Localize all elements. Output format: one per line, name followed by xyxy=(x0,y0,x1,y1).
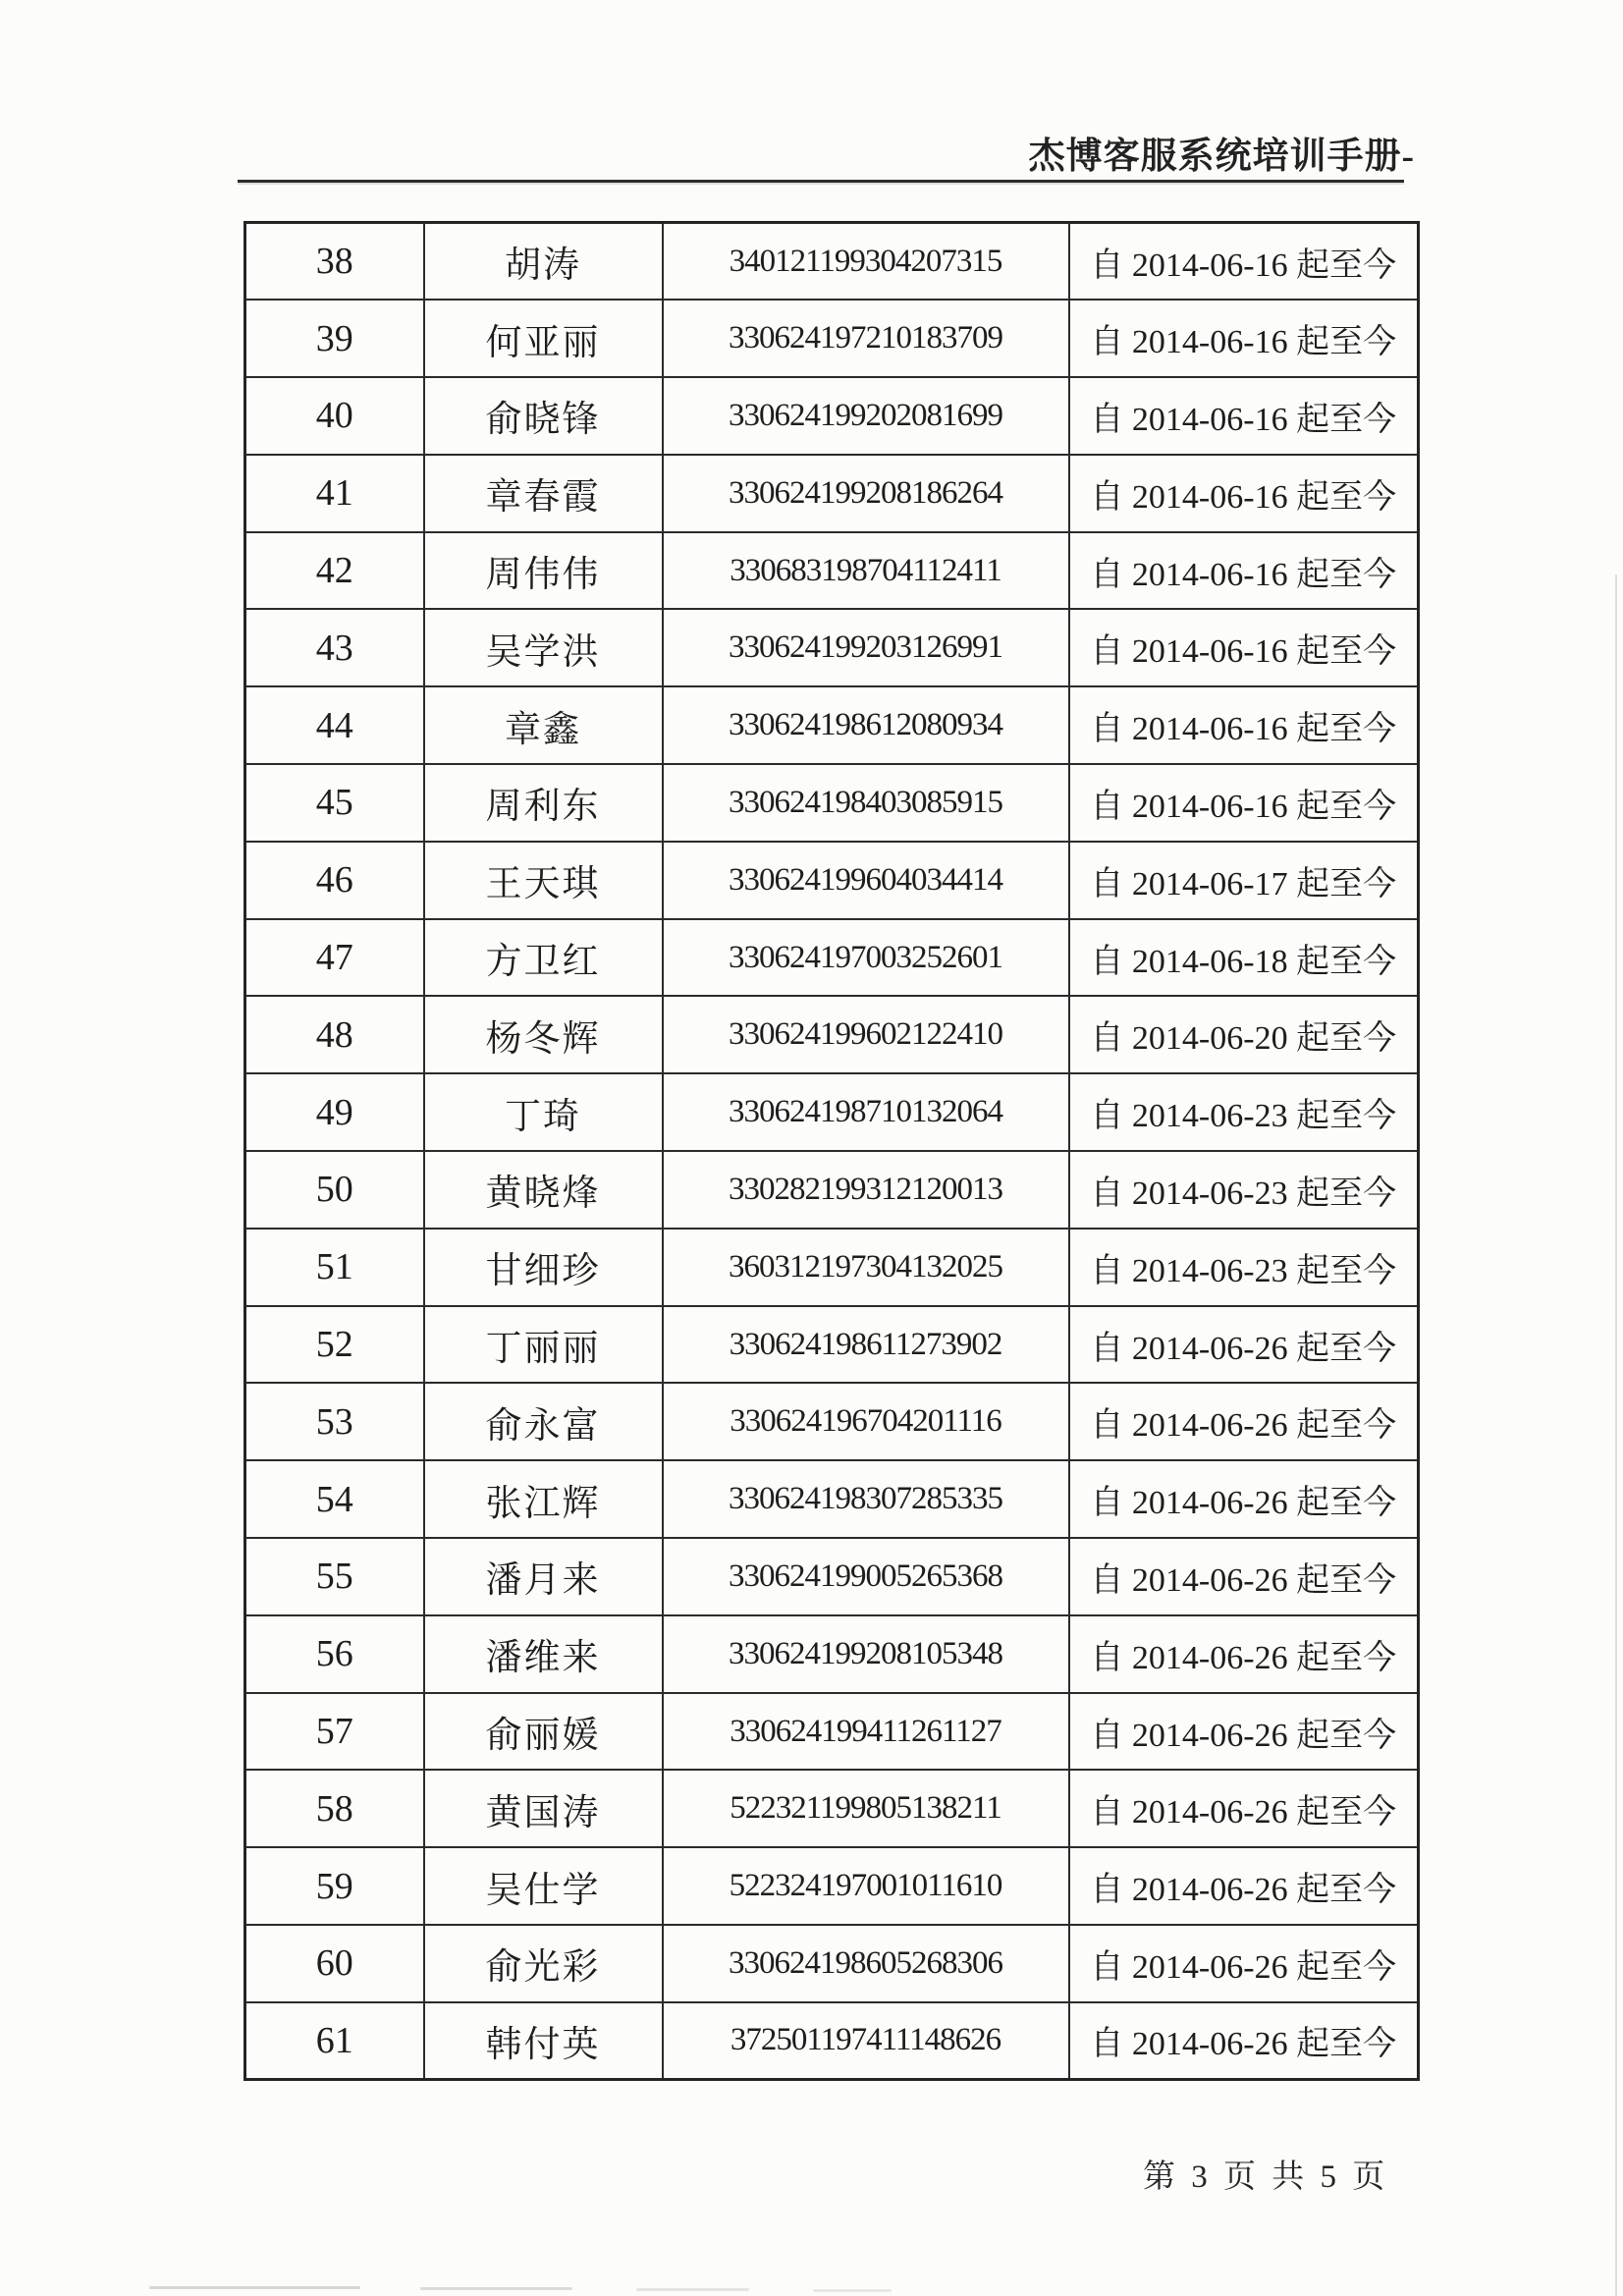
row-number-cell: 49 xyxy=(245,1073,424,1151)
table-row xyxy=(245,1847,1419,1925)
id-number-cell: 330624198612080934 xyxy=(663,686,1069,764)
row-number-cell: 39 xyxy=(245,300,424,377)
id-number-cell: 522321199805138211 xyxy=(663,1770,1069,1847)
period-cell: 自 2014-06-23 起至今 xyxy=(1069,1073,1419,1151)
id-number-cell: 340121199304207315 xyxy=(663,223,1069,301)
row-number-cell: 61 xyxy=(245,2002,424,2080)
scan-smudge xyxy=(149,2286,360,2289)
row-number-cell: 60 xyxy=(245,1925,424,2002)
period-cell: 自 2014-06-23 起至今 xyxy=(1069,1229,1419,1306)
table-row xyxy=(245,300,1419,377)
scan-smudge xyxy=(420,2287,572,2290)
period-cell: 自 2014-06-16 起至今 xyxy=(1069,223,1419,301)
table-row xyxy=(245,1306,1419,1384)
name-cell: 周利东 xyxy=(424,764,663,842)
period-cell: 自 2014-06-26 起至今 xyxy=(1069,1925,1419,2002)
id-number-cell: 330683198704112411 xyxy=(663,532,1069,610)
name-cell: 潘月来 xyxy=(424,1538,663,1615)
id-number-cell: 330624199604034414 xyxy=(663,842,1069,919)
row-number-cell: 55 xyxy=(245,1538,424,1615)
table-row xyxy=(245,1460,1419,1538)
table-row xyxy=(245,1383,1419,1460)
period-cell: 自 2014-06-17 起至今 xyxy=(1069,842,1419,919)
row-number-cell: 43 xyxy=(245,609,424,686)
id-number-cell: 330624198710132064 xyxy=(663,1073,1069,1151)
name-cell: 方卫红 xyxy=(424,919,663,997)
row-number-cell: 40 xyxy=(245,377,424,455)
name-cell: 丁琦 xyxy=(424,1073,663,1151)
name-cell: 周伟伟 xyxy=(424,532,663,610)
name-cell: 俞永富 xyxy=(424,1383,663,1460)
table-row xyxy=(245,1538,1419,1615)
id-number-cell: 522324197001011610 xyxy=(663,1847,1069,1925)
period-cell: 自 2014-06-16 起至今 xyxy=(1069,455,1419,532)
row-number-cell: 56 xyxy=(245,1615,424,1693)
table-row xyxy=(245,842,1419,919)
page-title: 杰博客服系统培训手册- xyxy=(1028,137,1415,177)
id-number-cell: 330624199208186264 xyxy=(663,455,1069,532)
roster-table-body xyxy=(245,223,1419,2080)
table-row xyxy=(245,1925,1419,2002)
name-cell: 俞丽媛 xyxy=(424,1693,663,1771)
row-number-cell: 48 xyxy=(245,996,424,1073)
id-number-cell: 330624199602122410 xyxy=(663,996,1069,1073)
id-number-cell: 330624199203126991 xyxy=(663,609,1069,686)
id-number-cell: 330624197210183709 xyxy=(663,300,1069,377)
scan-edge-artifact xyxy=(1615,574,1617,2296)
table-row xyxy=(245,1615,1419,1693)
table-row xyxy=(245,532,1419,610)
period-cell: 自 2014-06-26 起至今 xyxy=(1069,1693,1419,1771)
row-number-cell: 42 xyxy=(245,532,424,610)
name-cell: 黄晓烽 xyxy=(424,1151,663,1229)
id-number-cell: 330624198403085915 xyxy=(663,764,1069,842)
name-cell: 俞光彩 xyxy=(424,1925,663,2002)
row-number-cell: 41 xyxy=(245,455,424,532)
row-number-cell: 58 xyxy=(245,1770,424,1847)
row-number-cell: 51 xyxy=(245,1229,424,1306)
name-cell: 胡涛 xyxy=(424,223,663,301)
id-number-cell: 330624198307285335 xyxy=(663,1460,1069,1538)
period-cell: 自 2014-06-26 起至今 xyxy=(1069,1770,1419,1847)
period-cell: 自 2014-06-16 起至今 xyxy=(1069,764,1419,842)
id-number-cell: 330282199312120013 xyxy=(663,1151,1069,1229)
table-row xyxy=(245,1770,1419,1847)
table-row xyxy=(245,377,1419,455)
name-cell: 吴仕学 xyxy=(424,1847,663,1925)
name-cell: 吴学洪 xyxy=(424,609,663,686)
page-number-label: 第 3 页 共 5 页 xyxy=(1143,2159,1389,2195)
row-number-cell: 38 xyxy=(245,223,424,301)
name-cell: 张江辉 xyxy=(424,1460,663,1538)
row-number-cell: 52 xyxy=(245,1306,424,1384)
id-number-cell: 330624199202081699 xyxy=(663,377,1069,455)
id-number-cell: 330624198611273902 xyxy=(663,1306,1069,1384)
row-number-cell: 54 xyxy=(245,1460,424,1538)
table-row xyxy=(245,609,1419,686)
period-cell: 自 2014-06-26 起至今 xyxy=(1069,2002,1419,2080)
period-cell: 自 2014-06-26 起至今 xyxy=(1069,1847,1419,1925)
period-cell: 自 2014-06-20 起至今 xyxy=(1069,996,1419,1073)
table-row xyxy=(245,996,1419,1073)
period-cell: 自 2014-06-16 起至今 xyxy=(1069,686,1419,764)
name-cell: 章春霞 xyxy=(424,455,663,532)
row-number-cell: 46 xyxy=(245,842,424,919)
table-row xyxy=(245,764,1419,842)
name-cell: 章鑫 xyxy=(424,686,663,764)
scan-smudge xyxy=(813,2289,892,2292)
table-row xyxy=(245,686,1419,764)
period-cell: 自 2014-06-26 起至今 xyxy=(1069,1383,1419,1460)
table-row xyxy=(245,1229,1419,1306)
row-number-cell: 45 xyxy=(245,764,424,842)
table-row xyxy=(245,223,1419,301)
name-cell: 甘细珍 xyxy=(424,1229,663,1306)
table-row xyxy=(245,919,1419,997)
name-cell: 何亚丽 xyxy=(424,300,663,377)
row-number-cell: 59 xyxy=(245,1847,424,1925)
scan-smudge xyxy=(636,2288,749,2291)
period-cell: 自 2014-06-26 起至今 xyxy=(1069,1538,1419,1615)
period-cell: 自 2014-06-26 起至今 xyxy=(1069,1306,1419,1384)
period-cell: 自 2014-06-16 起至今 xyxy=(1069,609,1419,686)
id-number-cell: 360312197304132025 xyxy=(663,1229,1069,1306)
name-cell: 王天琪 xyxy=(424,842,663,919)
period-cell: 自 2014-06-26 起至今 xyxy=(1069,1615,1419,1693)
id-number-cell: 330624199208105348 xyxy=(663,1615,1069,1693)
row-number-cell: 57 xyxy=(245,1693,424,1771)
header-rule xyxy=(238,180,1404,183)
period-cell: 自 2014-06-16 起至今 xyxy=(1069,377,1419,455)
id-number-cell: 330624197003252601 xyxy=(663,919,1069,997)
roster-table xyxy=(243,221,1420,2081)
table-row xyxy=(245,1151,1419,1229)
row-number-cell: 53 xyxy=(245,1383,424,1460)
row-number-cell: 44 xyxy=(245,686,424,764)
period-cell: 自 2014-06-16 起至今 xyxy=(1069,532,1419,610)
table-row xyxy=(245,2002,1419,2080)
period-cell: 自 2014-06-23 起至今 xyxy=(1069,1151,1419,1229)
row-number-cell: 50 xyxy=(245,1151,424,1229)
name-cell: 潘维来 xyxy=(424,1615,663,1693)
period-cell: 自 2014-06-18 起至今 xyxy=(1069,919,1419,997)
id-number-cell: 330624198605268306 xyxy=(663,1925,1069,2002)
name-cell: 黄国涛 xyxy=(424,1770,663,1847)
row-number-cell: 47 xyxy=(245,919,424,997)
name-cell: 丁丽丽 xyxy=(424,1306,663,1384)
id-number-cell: 330624199005265368 xyxy=(663,1538,1069,1615)
table-row xyxy=(245,455,1419,532)
name-cell: 俞晓锋 xyxy=(424,377,663,455)
id-number-cell: 330624196704201116 xyxy=(663,1383,1069,1460)
table-row xyxy=(245,1073,1419,1151)
name-cell: 韩付英 xyxy=(424,2002,663,2080)
period-cell: 自 2014-06-26 起至今 xyxy=(1069,1460,1419,1538)
table-row xyxy=(245,1693,1419,1771)
id-number-cell: 330624199411261127 xyxy=(663,1693,1069,1771)
period-cell: 自 2014-06-16 起至今 xyxy=(1069,300,1419,377)
name-cell: 杨冬辉 xyxy=(424,996,663,1073)
id-number-cell: 372501197411148626 xyxy=(663,2002,1069,2080)
